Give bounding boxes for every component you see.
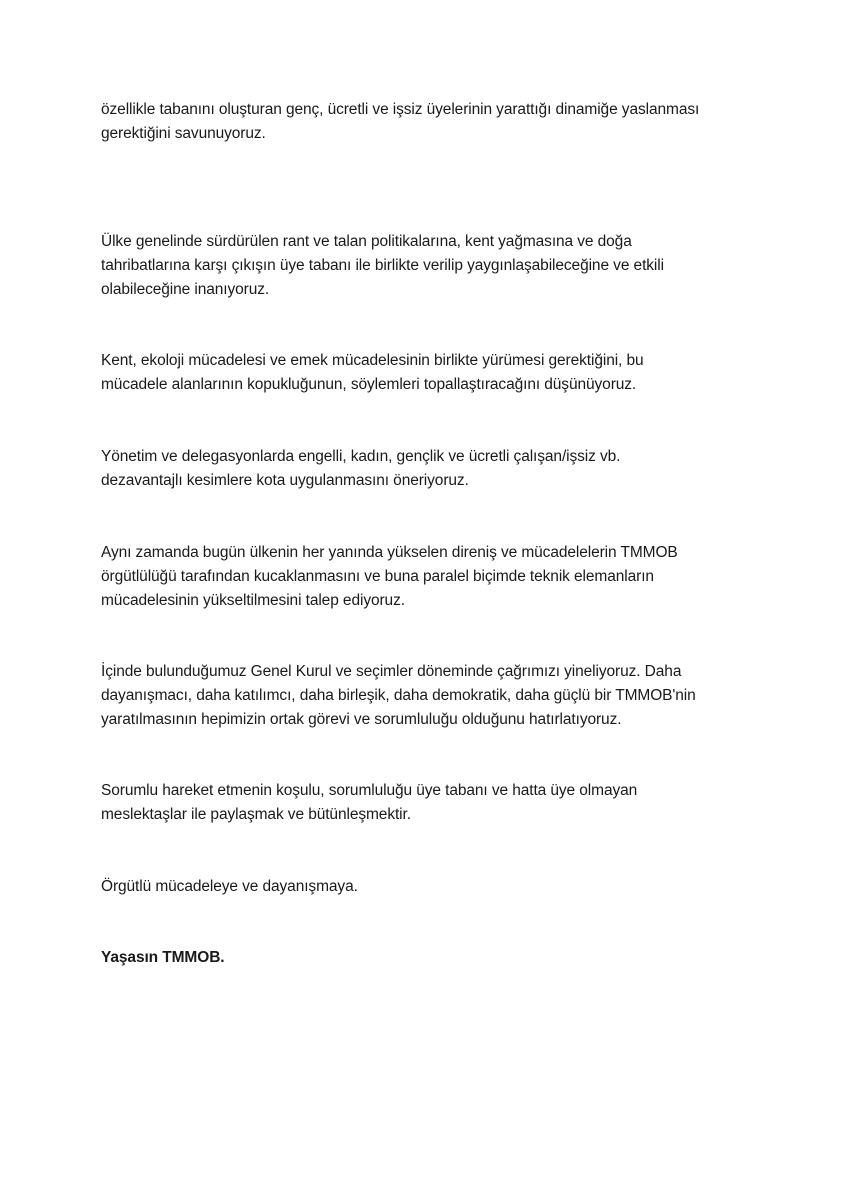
text-line: olabileceğine inanıyoruz. — [101, 281, 270, 298]
text-line: Kent, ekoloji mücadelesi ve emek mücadelesinin birlikte yürümesi gerektiğini, bu — [101, 352, 644, 369]
text-line: tahribatlarına karşı çıkışın üye tabanı ile birlikte verilip yaygınlaşabileceğine ve etkili — [101, 257, 664, 274]
text-line: yaratılmasının hepimizin ortak görevi ve sorumluluğu olduğunu hatırlatıyoruz. — [101, 711, 622, 728]
text-line: gerektiğini savunuyoruz. — [101, 125, 266, 142]
text-line: Örgütlü mücadeleye ve dayanışmaya. — [101, 878, 358, 895]
text-line: örgütlülüğü tarafından kucaklanmasını ve buna paralel biçimde teknik elemanların — [101, 568, 654, 585]
paragraph-5 — [101, 541, 761, 613]
text-line: mücadele alanlarının kopukluğunun, söylemleri topallaştıracağını düşünüyoruz. — [101, 376, 637, 393]
text-line: Aynı zamanda bugün ülkenin her yanında yükselen direniş ve mücadelelerin TMMOB — [101, 544, 678, 561]
paragraph-6 — [101, 660, 761, 732]
paragraph-1 — [101, 98, 761, 146]
text-line: İçinde bulunduğumuz Genel Kurul ve seçimler döneminde çağrımızı yineliyoruz. Daha — [101, 663, 682, 680]
text-line: mücadelesinin yükseltilmesini talep ediyoruz. — [101, 592, 405, 609]
text-line: Sorumlu hareket etmenin koşulu, sorumluluğu üye tabanı ve hatta üye olmayan — [101, 782, 638, 799]
paragraph-7 — [101, 779, 761, 827]
text-line: meslektaşlar ile paylaşmak ve bütünleşmektir. — [101, 806, 411, 823]
text-line: Yönetim ve delegasyonlarda engelli, kadın, gençlik ve ücretli çalışan/işsiz vb. — [101, 448, 621, 465]
text-line: dayanışmacı, daha katılımcı, daha birleşik, daha demokratik, daha güçlü bir TMMOB'nin — [101, 687, 696, 704]
text-line: Ülke genelinde sürdürülen rant ve talan politikalarına, kent yağmasına ve doğa — [101, 233, 632, 250]
paragraph-4 — [101, 445, 761, 493]
text-line: dezavantajlı kesimlere kota uygulanmasını öneriyoruz. — [101, 472, 469, 489]
paragraph-2 — [101, 230, 761, 302]
text-line: Yaşasın TMMOB. — [101, 949, 225, 966]
paragraph-8 — [101, 875, 761, 899]
paragraph-3 — [101, 349, 761, 397]
text-line: özellikle tabanını oluşturan genç, ücretli ve işsiz üyelerinin yarattığı dinamiğe yaslanması — [101, 101, 700, 118]
closing-line — [101, 946, 761, 970]
